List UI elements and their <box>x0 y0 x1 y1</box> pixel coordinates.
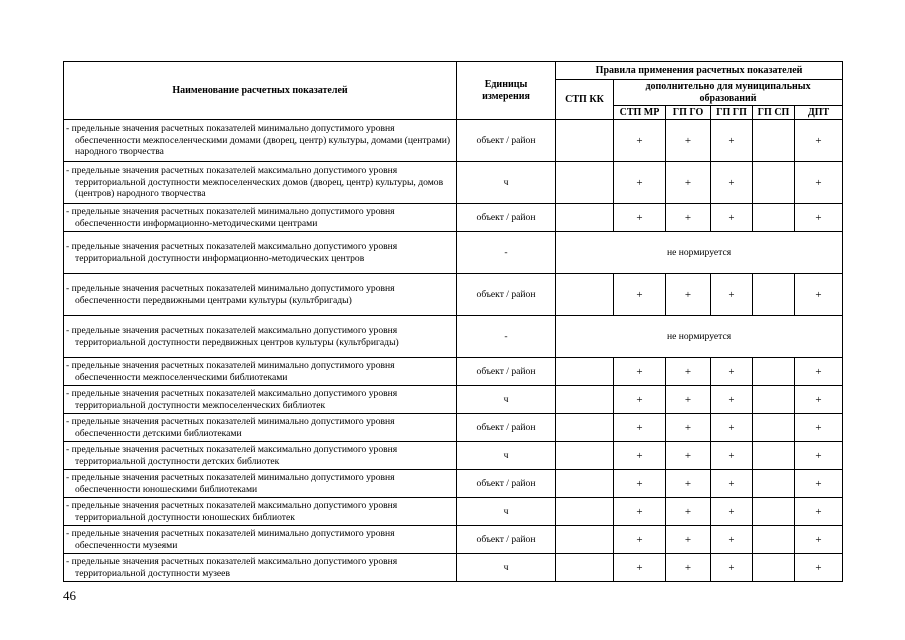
mark-cell: + <box>614 386 666 414</box>
mark-cell: + <box>795 162 843 204</box>
mark-cell: + <box>711 470 753 498</box>
mark-cell: + <box>614 498 666 526</box>
mark-cell: + <box>795 442 843 470</box>
mark-cell <box>753 358 795 386</box>
mark-cell <box>556 120 614 162</box>
table-row <box>64 232 843 274</box>
indicator-name-cell <box>64 526 457 554</box>
header-stp-kk: СТП КК <box>556 80 614 120</box>
mark-cell: + <box>666 554 711 582</box>
mark-cell: + <box>711 120 753 162</box>
mark-cell <box>556 526 614 554</box>
mark-cell: + <box>614 162 666 204</box>
mark-cell: + <box>614 358 666 386</box>
mark-cell: + <box>666 526 711 554</box>
unit-cell: ч <box>457 498 556 526</box>
mark-cell <box>753 442 795 470</box>
table-row <box>64 526 843 554</box>
mark-cell: + <box>711 526 753 554</box>
mark-cell: + <box>666 274 711 316</box>
mark-cell: + <box>666 414 711 442</box>
unit-cell: ч <box>457 442 556 470</box>
table-row <box>64 162 843 204</box>
indicators-table <box>63 61 843 582</box>
unit-cell: объект / район <box>457 120 556 162</box>
indicator-name: - предельные значения расчетных показателей минимально допустимого уровня обеспеченности межпоселенческими домами (дворец, центр) культуры, домами (центрами) народного творчества <box>66 123 451 158</box>
mark-cell: + <box>666 162 711 204</box>
unit-cell: ч <box>457 386 556 414</box>
indicator-name: - предельные значения расчетных показателей максимально допустимого уровня территориальной доступности информационно-методических центров <box>66 241 398 264</box>
mark-cell: + <box>666 120 711 162</box>
header-subcol: ГП СП <box>753 106 795 120</box>
indicator-name: - предельные значения расчетных показателей максимально допустимого уровня территориальной доступности межпоселенческих домов (дворец, центр) культуры, домов (центров) народного творчества <box>66 165 444 200</box>
mark-cell: + <box>711 204 753 232</box>
indicator-name-cell <box>64 162 457 204</box>
table-row <box>64 386 843 414</box>
unit-cell: ч <box>457 162 556 204</box>
mark-cell <box>556 204 614 232</box>
indicator-name-cell <box>64 358 457 386</box>
table-row <box>64 274 843 316</box>
mark-cell <box>556 442 614 470</box>
indicator-name: - предельные значения расчетных показателей минимально допустимого уровня обеспеченности музеями <box>66 528 395 551</box>
indicator-name-cell <box>64 316 457 358</box>
mark-cell: + <box>614 274 666 316</box>
mark-cell: + <box>711 162 753 204</box>
unit-cell: объект / район <box>457 274 556 316</box>
header-rules-group: Правила применения расчетных показателей <box>556 62 843 80</box>
indicator-name-cell <box>64 274 457 316</box>
indicator-name-cell <box>64 470 457 498</box>
table-row <box>64 414 843 442</box>
mark-cell <box>753 162 795 204</box>
mark-cell <box>556 470 614 498</box>
mark-cell: + <box>795 358 843 386</box>
mark-cell <box>556 162 614 204</box>
not-normalized-cell: не нормируется <box>556 316 843 358</box>
mark-cell <box>753 414 795 442</box>
indicator-name: - предельные значения расчетных показателей максимально допустимого уровня территориальной доступности юношеских библиотек <box>66 500 398 523</box>
mark-cell: + <box>666 386 711 414</box>
unit-cell: - <box>457 232 556 274</box>
mark-cell: + <box>795 120 843 162</box>
mark-cell: + <box>795 470 843 498</box>
mark-cell: + <box>711 358 753 386</box>
mark-cell: + <box>711 386 753 414</box>
header-subcol: ДПТ <box>795 106 843 120</box>
mark-cell <box>753 204 795 232</box>
mark-cell: + <box>614 554 666 582</box>
mark-cell: + <box>795 498 843 526</box>
mark-cell <box>556 498 614 526</box>
mark-cell: + <box>711 442 753 470</box>
mark-cell <box>753 498 795 526</box>
header-unit-column: Единицы измерения <box>457 62 556 120</box>
mark-cell: + <box>666 204 711 232</box>
unit-cell: объект / район <box>457 470 556 498</box>
mark-cell: + <box>795 414 843 442</box>
page-number: 46 <box>63 588 76 603</box>
indicator-name: - предельные значения расчетных показателей минимально допустимого уровня обеспеченности межпоселенческими библиотеками <box>66 360 395 383</box>
mark-cell: + <box>614 526 666 554</box>
table-row <box>64 498 843 526</box>
unit-cell: объект / район <box>457 358 556 386</box>
indicator-name-cell <box>64 442 457 470</box>
table-row <box>64 470 843 498</box>
table-row <box>64 554 843 582</box>
indicator-name-cell <box>64 120 457 162</box>
mark-cell: + <box>666 498 711 526</box>
unit-cell: объект / район <box>457 204 556 232</box>
unit-cell: объект / район <box>457 526 556 554</box>
indicator-name: - предельные значения расчетных показателей минимально допустимого уровня обеспеченности информационно-методическими центрами <box>66 206 395 229</box>
mark-cell <box>753 274 795 316</box>
mark-cell: + <box>614 470 666 498</box>
mark-cell: + <box>666 358 711 386</box>
mark-cell <box>753 554 795 582</box>
mark-cell: + <box>711 274 753 316</box>
indicator-name: - предельные значения расчетных показателей максимально допустимого уровня территориальной доступности детских библиотек <box>66 444 398 467</box>
indicator-name: - предельные значения расчетных показателей минимально допустимого уровня обеспеченности юношескими библиотеками <box>66 472 395 495</box>
table-row <box>64 442 843 470</box>
table-row <box>64 358 843 386</box>
mark-cell: + <box>795 554 843 582</box>
indicator-name: - предельные значения расчетных показателей максимально допустимого уровня территориальной доступности передвижных центров культуры (культбригады) <box>66 325 399 348</box>
indicator-name-cell <box>64 386 457 414</box>
mark-cell: + <box>614 442 666 470</box>
mark-cell <box>556 358 614 386</box>
header-additional: дополнительно для муниципальных образований <box>614 80 843 106</box>
header-subcol: ГП ГП <box>711 106 753 120</box>
indicator-name-cell <box>64 232 457 274</box>
header-subcol: ГП ГО <box>666 106 711 120</box>
indicator-name-cell <box>64 204 457 232</box>
unit-cell: ч <box>457 554 556 582</box>
mark-cell: + <box>711 498 753 526</box>
mark-cell <box>753 470 795 498</box>
indicator-name-cell <box>64 554 457 582</box>
table-row <box>64 204 843 232</box>
mark-cell: + <box>711 414 753 442</box>
mark-cell <box>556 386 614 414</box>
mark-cell: + <box>666 470 711 498</box>
indicator-name: - предельные значения расчетных показателей максимально допустимого уровня территориальной доступности музеев <box>66 556 398 579</box>
mark-cell <box>753 526 795 554</box>
table-row <box>64 316 843 358</box>
mark-cell <box>556 554 614 582</box>
mark-cell: + <box>795 204 843 232</box>
indicator-name: - предельные значения расчетных показателей максимально допустимого уровня территориальной доступности межпоселенческих библиотек <box>66 388 398 411</box>
unit-cell: - <box>457 316 556 358</box>
mark-cell <box>753 120 795 162</box>
mark-cell: + <box>795 526 843 554</box>
indicator-name: - предельные значения расчетных показателей минимально допустимого уровня обеспеченности передвижными центрами культуры (культбригады) <box>66 283 395 306</box>
indicator-name-cell <box>64 498 457 526</box>
mark-cell: + <box>666 442 711 470</box>
mark-cell: + <box>711 554 753 582</box>
table-row <box>64 120 843 162</box>
indicator-name-cell <box>64 414 457 442</box>
mark-cell: + <box>795 274 843 316</box>
header-subcol: СТП МР <box>614 106 666 120</box>
mark-cell <box>556 274 614 316</box>
mark-cell <box>753 386 795 414</box>
indicator-name: - предельные значения расчетных показателей минимально допустимого уровня обеспеченности детскими библиотеками <box>66 416 395 439</box>
mark-cell: + <box>795 386 843 414</box>
header-name-column: Наименование расчетных показателей <box>64 62 457 120</box>
mark-cell: + <box>614 120 666 162</box>
mark-cell: + <box>614 414 666 442</box>
mark-cell: + <box>614 204 666 232</box>
not-normalized-cell: не нормируется <box>556 232 843 274</box>
mark-cell <box>556 414 614 442</box>
unit-cell: объект / район <box>457 414 556 442</box>
